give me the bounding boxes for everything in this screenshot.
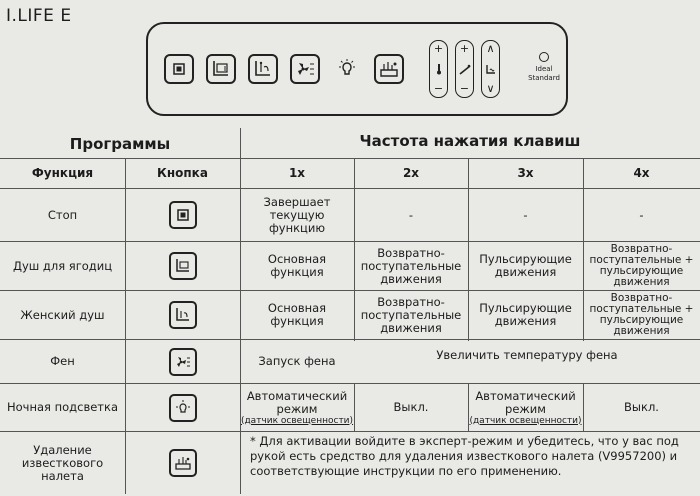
nozzle-position-icon bbox=[459, 63, 471, 75]
panel-lady-wash-button bbox=[248, 54, 278, 84]
dryer-fan-icon bbox=[294, 58, 316, 80]
row-rear-wash-3x: Пульсирующие движения bbox=[479, 252, 572, 279]
row-night-light-4x: Выкл. bbox=[624, 400, 659, 414]
frequency-heading: Частота нажатия клавиш bbox=[359, 131, 581, 150]
row-rear-wash-function: Душ для ягодиц bbox=[12, 258, 113, 273]
row-lady-wash-4x: Возвратно-поступательные + пульсирующие движения bbox=[589, 292, 694, 337]
night-light-icon bbox=[174, 399, 192, 417]
row-descaling-button bbox=[125, 432, 240, 494]
row-dryer-button bbox=[125, 340, 240, 383]
row-stop-4x: - bbox=[639, 207, 644, 222]
lady-wash-icon bbox=[252, 58, 274, 80]
row-rear-wash-4x: Возвратно-поступательные + пульсирующие движения bbox=[589, 243, 694, 288]
panel-night-light-button bbox=[332, 54, 362, 84]
stop-icon bbox=[174, 206, 192, 224]
column-header-function: Функция bbox=[31, 166, 94, 180]
panel-descaling-button bbox=[374, 54, 404, 84]
descaling-icon bbox=[378, 58, 400, 80]
rear-wash-icon bbox=[210, 58, 232, 80]
column-header-2x: 2x bbox=[402, 166, 420, 180]
row-stop-3x: - bbox=[523, 207, 528, 222]
row-rear-wash-1x: Основная функция bbox=[267, 252, 327, 279]
rear-wash-icon bbox=[174, 257, 192, 275]
row-night-light-1x: Автоматический режим (датчик освещенности) bbox=[240, 388, 354, 426]
row-lady-wash-button bbox=[125, 291, 240, 339]
row-stop-function: Стоп bbox=[47, 207, 78, 222]
control-panel bbox=[146, 22, 568, 116]
dryer-fan-icon bbox=[174, 353, 192, 371]
column-header-button: Кнопка bbox=[157, 166, 208, 180]
descaling-note: * Для активации войдите в эксперт-режим и убедитесь, что у вас под рукой есть средство для удаления известкового налета (V9957200) и соответствующие инструкции по его применению. bbox=[250, 434, 679, 478]
row-night-light-function: Ночная подсветка bbox=[7, 400, 118, 414]
row-lady-wash-2x: Возвратно-поступательные движения bbox=[360, 294, 462, 335]
row-night-light-button bbox=[125, 384, 240, 431]
row-descaling-function: Удаление известкового налета bbox=[21, 442, 104, 483]
descaling-icon bbox=[174, 454, 192, 472]
brand-logo: Ideal Standard bbox=[522, 52, 566, 83]
panel-stop-button bbox=[164, 54, 194, 84]
row-stop-1x: Завершает текущую функцию bbox=[263, 194, 331, 235]
column-header-4x: 4x bbox=[633, 166, 650, 180]
seat-temperature-icon bbox=[485, 63, 497, 75]
panel-seat-temperature-adjuster: ∧ ∨ bbox=[481, 40, 500, 98]
row-stop-button bbox=[125, 189, 240, 241]
night-light-icon bbox=[336, 58, 358, 80]
panel-water-temperature-adjuster: + − bbox=[429, 40, 448, 98]
row-lady-wash-1x: Основная функция bbox=[267, 301, 327, 328]
row-lady-wash-3x: Пульсирующие движения bbox=[479, 301, 572, 328]
row-night-light-3x: Автоматический режим (датчик освещенности) bbox=[469, 388, 582, 426]
row-dryer-1x: Запуск фена bbox=[258, 354, 336, 368]
row-rear-wash-2x: Возвратно-поступательные движения bbox=[360, 245, 462, 286]
lady-wash-icon bbox=[174, 306, 192, 324]
page-title: I.LIFE E bbox=[6, 6, 72, 26]
row-rear-wash-button bbox=[125, 242, 240, 290]
row-dryer-function: Фен bbox=[50, 354, 75, 368]
column-header-3x: 3x bbox=[517, 166, 534, 180]
panel-nozzle-position-adjuster: + − bbox=[455, 40, 474, 98]
row-dryer-2x-4x: Увеличить температуру фена bbox=[436, 347, 618, 362]
programs-heading: Программы bbox=[69, 134, 171, 153]
stop-icon bbox=[168, 58, 190, 80]
column-header-1x: 1x bbox=[288, 166, 306, 180]
row-lady-wash-function: Женский душ bbox=[20, 307, 105, 322]
row-stop-2x: - bbox=[408, 207, 414, 222]
water-temperature-icon bbox=[433, 63, 445, 75]
panel-dryer-button bbox=[290, 54, 320, 84]
row-night-light-2x: Выкл. bbox=[393, 400, 429, 414]
panel-rear-wash-button bbox=[206, 54, 236, 84]
